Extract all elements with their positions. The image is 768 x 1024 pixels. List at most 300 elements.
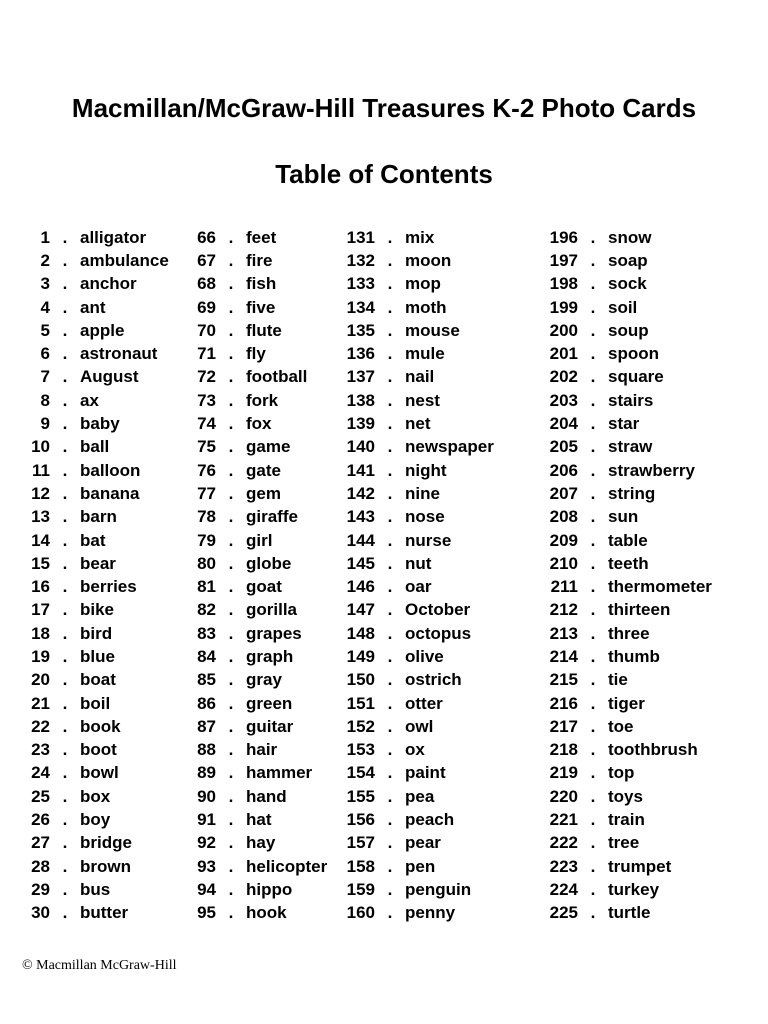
entry-number: 134 xyxy=(346,297,375,317)
entry-separator: . xyxy=(590,390,596,410)
entry-separator: . xyxy=(387,600,393,620)
entry-separator: . xyxy=(228,250,234,270)
toc-entry xyxy=(532,273,712,296)
entry-word: alligator xyxy=(80,227,147,247)
toc-entry xyxy=(532,459,712,482)
entry-separator: . xyxy=(590,250,596,270)
entry-number: 154 xyxy=(346,763,375,783)
entry-word: pea xyxy=(405,786,435,806)
entry-separator: . xyxy=(387,367,393,387)
toc-column-3 xyxy=(330,226,494,925)
entry-separator: . xyxy=(228,856,234,876)
entry-separator: . xyxy=(590,274,596,294)
entry-separator: . xyxy=(62,553,68,573)
entry-word: football xyxy=(246,367,308,387)
entry-number: 67 xyxy=(197,250,216,270)
entry-separator: . xyxy=(387,414,393,434)
entry-separator: . xyxy=(590,833,596,853)
entry-word: ostrich xyxy=(405,670,462,690)
entry-number: 151 xyxy=(346,693,375,713)
toc-entry xyxy=(532,669,712,692)
entry-separator: . xyxy=(387,344,393,364)
toc-entry xyxy=(176,506,327,529)
toc-entry xyxy=(532,902,712,925)
toc-entry xyxy=(330,715,494,738)
toc-entry xyxy=(14,412,169,435)
toc-entry xyxy=(532,366,712,389)
entry-separator: . xyxy=(590,414,596,434)
toc-entry xyxy=(176,645,327,668)
toc-entry xyxy=(14,482,169,505)
entry-number: 78 xyxy=(197,507,216,527)
toc-entry xyxy=(330,785,494,808)
entry-number: 5 xyxy=(40,320,50,340)
entry-separator: . xyxy=(228,833,234,853)
entry-separator: . xyxy=(228,903,234,923)
entry-number: 215 xyxy=(549,670,578,690)
entry-word: hat xyxy=(246,810,272,830)
entry-separator: . xyxy=(62,274,68,294)
entry-word: sun xyxy=(608,507,639,527)
entry-number: 145 xyxy=(346,553,375,573)
entry-number: 86 xyxy=(197,693,216,713)
entry-number: 219 xyxy=(549,763,578,783)
entry-number: 2 xyxy=(40,250,50,270)
entry-word: bat xyxy=(80,530,106,550)
entry-number: 28 xyxy=(31,856,50,876)
entry-word: otter xyxy=(405,693,443,713)
toc-entry xyxy=(176,319,327,342)
entry-number: 155 xyxy=(346,786,375,806)
entry-number: 69 xyxy=(197,297,216,317)
entry-separator: . xyxy=(387,903,393,923)
toc-entry xyxy=(532,878,712,901)
toc-entry xyxy=(176,902,327,925)
toc-entry xyxy=(532,389,712,412)
entry-separator: . xyxy=(387,297,393,317)
toc-entry xyxy=(532,855,712,878)
entry-separator: . xyxy=(590,483,596,503)
toc-entry xyxy=(176,249,327,272)
entry-number: 95 xyxy=(197,903,216,923)
entry-separator: . xyxy=(387,833,393,853)
entry-word: blue xyxy=(80,646,115,666)
entry-number: 25 xyxy=(31,786,50,806)
entry-word: pen xyxy=(405,856,436,876)
toc-entry xyxy=(14,366,169,389)
entry-separator: . xyxy=(62,414,68,434)
toc-entry xyxy=(176,226,327,249)
entry-number: 68 xyxy=(197,274,216,294)
entry-number: 220 xyxy=(549,786,578,806)
entry-number: 211 xyxy=(550,577,578,597)
toc-entry xyxy=(176,552,327,575)
entry-separator: . xyxy=(62,367,68,387)
toc-entry xyxy=(330,878,494,901)
entry-word: toe xyxy=(608,716,634,736)
toc-entry xyxy=(176,529,327,552)
entry-number: 79 xyxy=(197,530,216,550)
entry-separator: . xyxy=(590,810,596,830)
toc-entry xyxy=(176,669,327,692)
entry-word: thirteen xyxy=(608,600,671,620)
toc-entry xyxy=(532,249,712,272)
entry-word: octopus xyxy=(405,623,472,643)
entry-number: 88 xyxy=(197,740,216,760)
entry-number: 17 xyxy=(31,600,50,620)
entry-separator: . xyxy=(590,786,596,806)
entry-number: 76 xyxy=(197,460,216,480)
entry-separator: . xyxy=(62,297,68,317)
entry-separator: . xyxy=(387,483,393,503)
toc-column-4 xyxy=(532,226,712,925)
entry-word: toys xyxy=(608,786,643,806)
entry-number: 16 xyxy=(31,577,50,597)
entry-word: five xyxy=(246,297,276,317)
entry-word: nurse xyxy=(405,530,452,550)
entry-number: 81 xyxy=(197,577,216,597)
entry-separator: . xyxy=(62,856,68,876)
entry-number: 212 xyxy=(549,600,578,620)
toc-column-1 xyxy=(14,226,169,925)
entry-separator: . xyxy=(590,577,596,597)
entry-number: 216 xyxy=(549,693,578,713)
entry-word: bowl xyxy=(80,763,119,783)
entry-word: gray xyxy=(246,670,282,690)
toc-entry xyxy=(532,506,712,529)
entry-separator: . xyxy=(62,879,68,899)
entry-word: soil xyxy=(608,297,638,317)
entry-number: 225 xyxy=(549,903,578,923)
toc-entry xyxy=(532,342,712,365)
toc-entry xyxy=(330,529,494,552)
toc-entry xyxy=(532,692,712,715)
entry-separator: . xyxy=(62,810,68,830)
entry-number: 30 xyxy=(31,903,50,923)
toc-entry xyxy=(176,692,327,715)
entry-separator: . xyxy=(228,320,234,340)
entry-word: astronaut xyxy=(80,344,158,364)
entry-word: game xyxy=(246,437,291,457)
entry-word: turtle xyxy=(608,903,651,923)
entry-separator: . xyxy=(228,507,234,527)
entry-number: 21 xyxy=(31,693,50,713)
entry-word: gorilla xyxy=(246,600,298,620)
entry-number: 207 xyxy=(549,483,578,503)
entry-word: spoon xyxy=(608,344,659,364)
entry-number: 20 xyxy=(31,670,50,690)
entry-word: trumpet xyxy=(608,856,672,876)
entry-word: tiger xyxy=(608,693,645,713)
toc-entry xyxy=(532,412,712,435)
toc-entry xyxy=(330,506,494,529)
toc-entry xyxy=(176,436,327,459)
toc-entry xyxy=(14,739,169,762)
toc-entry xyxy=(176,808,327,831)
entry-separator: . xyxy=(62,833,68,853)
entry-separator: . xyxy=(387,553,393,573)
entry-separator: . xyxy=(62,460,68,480)
entry-separator: . xyxy=(590,600,596,620)
entry-number: 133 xyxy=(346,274,375,294)
toc-entry xyxy=(532,226,712,249)
entry-separator: . xyxy=(590,460,596,480)
entry-word: box xyxy=(80,786,111,806)
toc-entry xyxy=(330,575,494,598)
toc-entry xyxy=(176,785,327,808)
toc-entry xyxy=(176,296,327,319)
entry-word: butter xyxy=(80,903,129,923)
toc-entry xyxy=(14,459,169,482)
entry-word: table xyxy=(608,530,648,550)
entry-separator: . xyxy=(590,553,596,573)
entry-number: 198 xyxy=(549,274,578,294)
entry-separator: . xyxy=(590,740,596,760)
entry-separator: . xyxy=(387,716,393,736)
entry-word: giraffe xyxy=(246,507,298,527)
toc-entry xyxy=(532,482,712,505)
entry-word: girl xyxy=(246,530,273,550)
entry-number: 138 xyxy=(346,390,375,410)
entry-word: fire xyxy=(246,250,273,270)
entry-number: 143 xyxy=(346,507,375,527)
toc-entry xyxy=(14,552,169,575)
entry-word: nest xyxy=(405,390,440,410)
entry-word: straw xyxy=(608,437,653,457)
entry-separator: . xyxy=(387,320,393,340)
entry-separator: . xyxy=(228,763,234,783)
entry-separator: . xyxy=(62,670,68,690)
toc-entry xyxy=(176,389,327,412)
entry-separator: . xyxy=(228,414,234,434)
entry-number: 3 xyxy=(40,274,50,294)
entry-number: 199 xyxy=(549,297,578,317)
entry-word: hay xyxy=(246,833,276,853)
entry-number: 10 xyxy=(31,437,50,457)
entry-number: 156 xyxy=(346,810,375,830)
entry-word: apple xyxy=(80,320,125,340)
entry-number: 206 xyxy=(549,460,578,480)
entry-separator: . xyxy=(228,693,234,713)
entry-separator: . xyxy=(228,460,234,480)
entry-word: guitar xyxy=(246,716,294,736)
entry-number: 153 xyxy=(346,740,375,760)
entry-separator: . xyxy=(387,250,393,270)
entry-separator: . xyxy=(62,693,68,713)
entry-number: 209 xyxy=(549,530,578,550)
entry-word: bike xyxy=(80,600,115,620)
toc-entry xyxy=(330,599,494,622)
entry-word: penguin xyxy=(405,879,472,899)
toc-entry xyxy=(532,808,712,831)
entry-word: boot xyxy=(80,740,117,760)
entry-number: 157 xyxy=(346,833,375,853)
entry-separator: . xyxy=(590,367,596,387)
entry-separator: . xyxy=(62,577,68,597)
entry-word: ambulance xyxy=(80,250,169,270)
toc-entry xyxy=(330,902,494,925)
entry-number: 224 xyxy=(549,879,578,899)
entry-word: teeth xyxy=(608,553,649,573)
entry-number: 77 xyxy=(197,483,216,503)
entry-separator: . xyxy=(387,437,393,457)
entry-separator: . xyxy=(228,577,234,597)
entry-number: 15 xyxy=(31,553,50,573)
toc-entry xyxy=(330,622,494,645)
toc-entry xyxy=(532,785,712,808)
entry-number: 93 xyxy=(197,856,216,876)
entry-word: olive xyxy=(405,646,444,666)
entry-separator: . xyxy=(228,344,234,364)
entry-separator: . xyxy=(62,716,68,736)
toc-entry xyxy=(330,459,494,482)
entry-number: 139 xyxy=(346,414,375,434)
entry-word: string xyxy=(608,483,656,503)
entry-number: 4 xyxy=(40,297,50,317)
entry-word: August xyxy=(80,367,139,387)
entry-separator: . xyxy=(228,600,234,620)
toc-entry xyxy=(330,552,494,575)
toc-entry xyxy=(532,645,712,668)
toc-entry xyxy=(176,599,327,622)
entry-word: net xyxy=(405,414,431,434)
toc-heading: Table of Contents xyxy=(275,159,493,189)
entry-word: train xyxy=(608,810,645,830)
entry-number: 84 xyxy=(197,646,216,666)
toc-entry xyxy=(330,366,494,389)
entry-separator: . xyxy=(590,879,596,899)
toc-entry xyxy=(176,342,327,365)
entry-separator: . xyxy=(590,227,596,247)
entry-number: 83 xyxy=(197,623,216,643)
entry-word: moth xyxy=(405,297,447,317)
entry-word: night xyxy=(405,460,447,480)
entry-number: 221 xyxy=(549,810,578,830)
entry-word: oar xyxy=(405,577,432,597)
entry-number: 131 xyxy=(346,227,375,247)
entry-word: barn xyxy=(80,507,117,527)
entry-word: peach xyxy=(405,810,455,830)
entry-word: mix xyxy=(405,227,435,247)
entry-number: 197 xyxy=(549,250,578,270)
entry-number: 74 xyxy=(197,414,216,434)
entry-number: 141 xyxy=(346,460,375,480)
toc-entry xyxy=(532,436,712,459)
entry-number: 203 xyxy=(549,390,578,410)
entry-separator: . xyxy=(387,740,393,760)
entry-separator: . xyxy=(62,437,68,457)
entry-number: 218 xyxy=(549,740,578,760)
entry-word: grapes xyxy=(246,623,302,643)
entry-number: 8 xyxy=(40,390,50,410)
toc-entry xyxy=(330,855,494,878)
toc-entry xyxy=(330,808,494,831)
entry-word: boy xyxy=(80,810,111,830)
entry-number: 23 xyxy=(31,740,50,760)
toc-entry xyxy=(14,226,169,249)
entry-word: banana xyxy=(80,483,140,503)
toc-entry xyxy=(330,669,494,692)
toc-entry xyxy=(14,249,169,272)
entry-number: 158 xyxy=(346,856,375,876)
copyright-footer: © Macmillan McGraw-Hill xyxy=(22,958,177,973)
toc-entry xyxy=(176,762,327,785)
entry-word: helicopter xyxy=(246,856,328,876)
toc-entry xyxy=(14,762,169,785)
entry-separator: . xyxy=(228,623,234,643)
entry-separator: . xyxy=(387,390,393,410)
entry-number: 132 xyxy=(346,250,375,270)
entry-word: hippo xyxy=(246,879,293,899)
entry-separator: . xyxy=(62,530,68,550)
entry-number: 27 xyxy=(31,833,50,853)
entry-word: nose xyxy=(405,507,445,527)
entry-number: 14 xyxy=(31,530,50,550)
entry-separator: . xyxy=(590,670,596,690)
entry-separator: . xyxy=(387,460,393,480)
entry-number: 94 xyxy=(197,879,216,899)
entry-word: toothbrush xyxy=(608,740,698,760)
entry-number: 85 xyxy=(197,670,216,690)
toc-entry xyxy=(532,529,712,552)
toc-entry xyxy=(330,645,494,668)
entry-number: 13 xyxy=(31,507,50,527)
entry-separator: . xyxy=(387,693,393,713)
entry-number: 75 xyxy=(197,437,216,457)
entry-word: fox xyxy=(246,414,272,434)
toc-entry xyxy=(176,575,327,598)
entry-number: 137 xyxy=(346,367,375,387)
entry-word: globe xyxy=(246,553,292,573)
entry-word: anchor xyxy=(80,274,137,294)
entry-word: snow xyxy=(608,227,652,247)
toc-column-2 xyxy=(176,226,327,925)
toc-entry xyxy=(14,319,169,342)
entry-number: 91 xyxy=(197,810,216,830)
entry-word: goat xyxy=(246,577,282,597)
entry-number: 66 xyxy=(197,227,216,247)
toc-entry xyxy=(14,273,169,296)
entry-separator: . xyxy=(62,646,68,666)
toc-entry xyxy=(14,599,169,622)
entry-number: 152 xyxy=(346,716,375,736)
entry-word: turkey xyxy=(608,879,660,899)
entry-separator: . xyxy=(228,274,234,294)
entry-separator: . xyxy=(590,903,596,923)
toc-entry xyxy=(532,575,712,598)
entry-word: tree xyxy=(608,833,640,853)
entry-word: nine xyxy=(405,483,440,503)
entry-separator: . xyxy=(387,577,393,597)
entry-separator: . xyxy=(62,903,68,923)
entry-separator: . xyxy=(387,856,393,876)
toc-entry xyxy=(330,436,494,459)
entry-number: 71 xyxy=(197,344,216,364)
entry-word: ax xyxy=(80,390,99,410)
entry-number: 147 xyxy=(346,600,375,620)
entry-number: 26 xyxy=(31,810,50,830)
entry-separator: . xyxy=(387,507,393,527)
toc-entry xyxy=(532,296,712,319)
entry-separator: . xyxy=(590,646,596,666)
entry-separator: . xyxy=(62,623,68,643)
entry-separator: . xyxy=(228,390,234,410)
entry-separator: . xyxy=(590,763,596,783)
entry-separator: . xyxy=(228,553,234,573)
entry-number: 205 xyxy=(549,437,578,457)
entry-word: thermometer xyxy=(608,577,712,597)
toc-entry xyxy=(532,319,712,342)
